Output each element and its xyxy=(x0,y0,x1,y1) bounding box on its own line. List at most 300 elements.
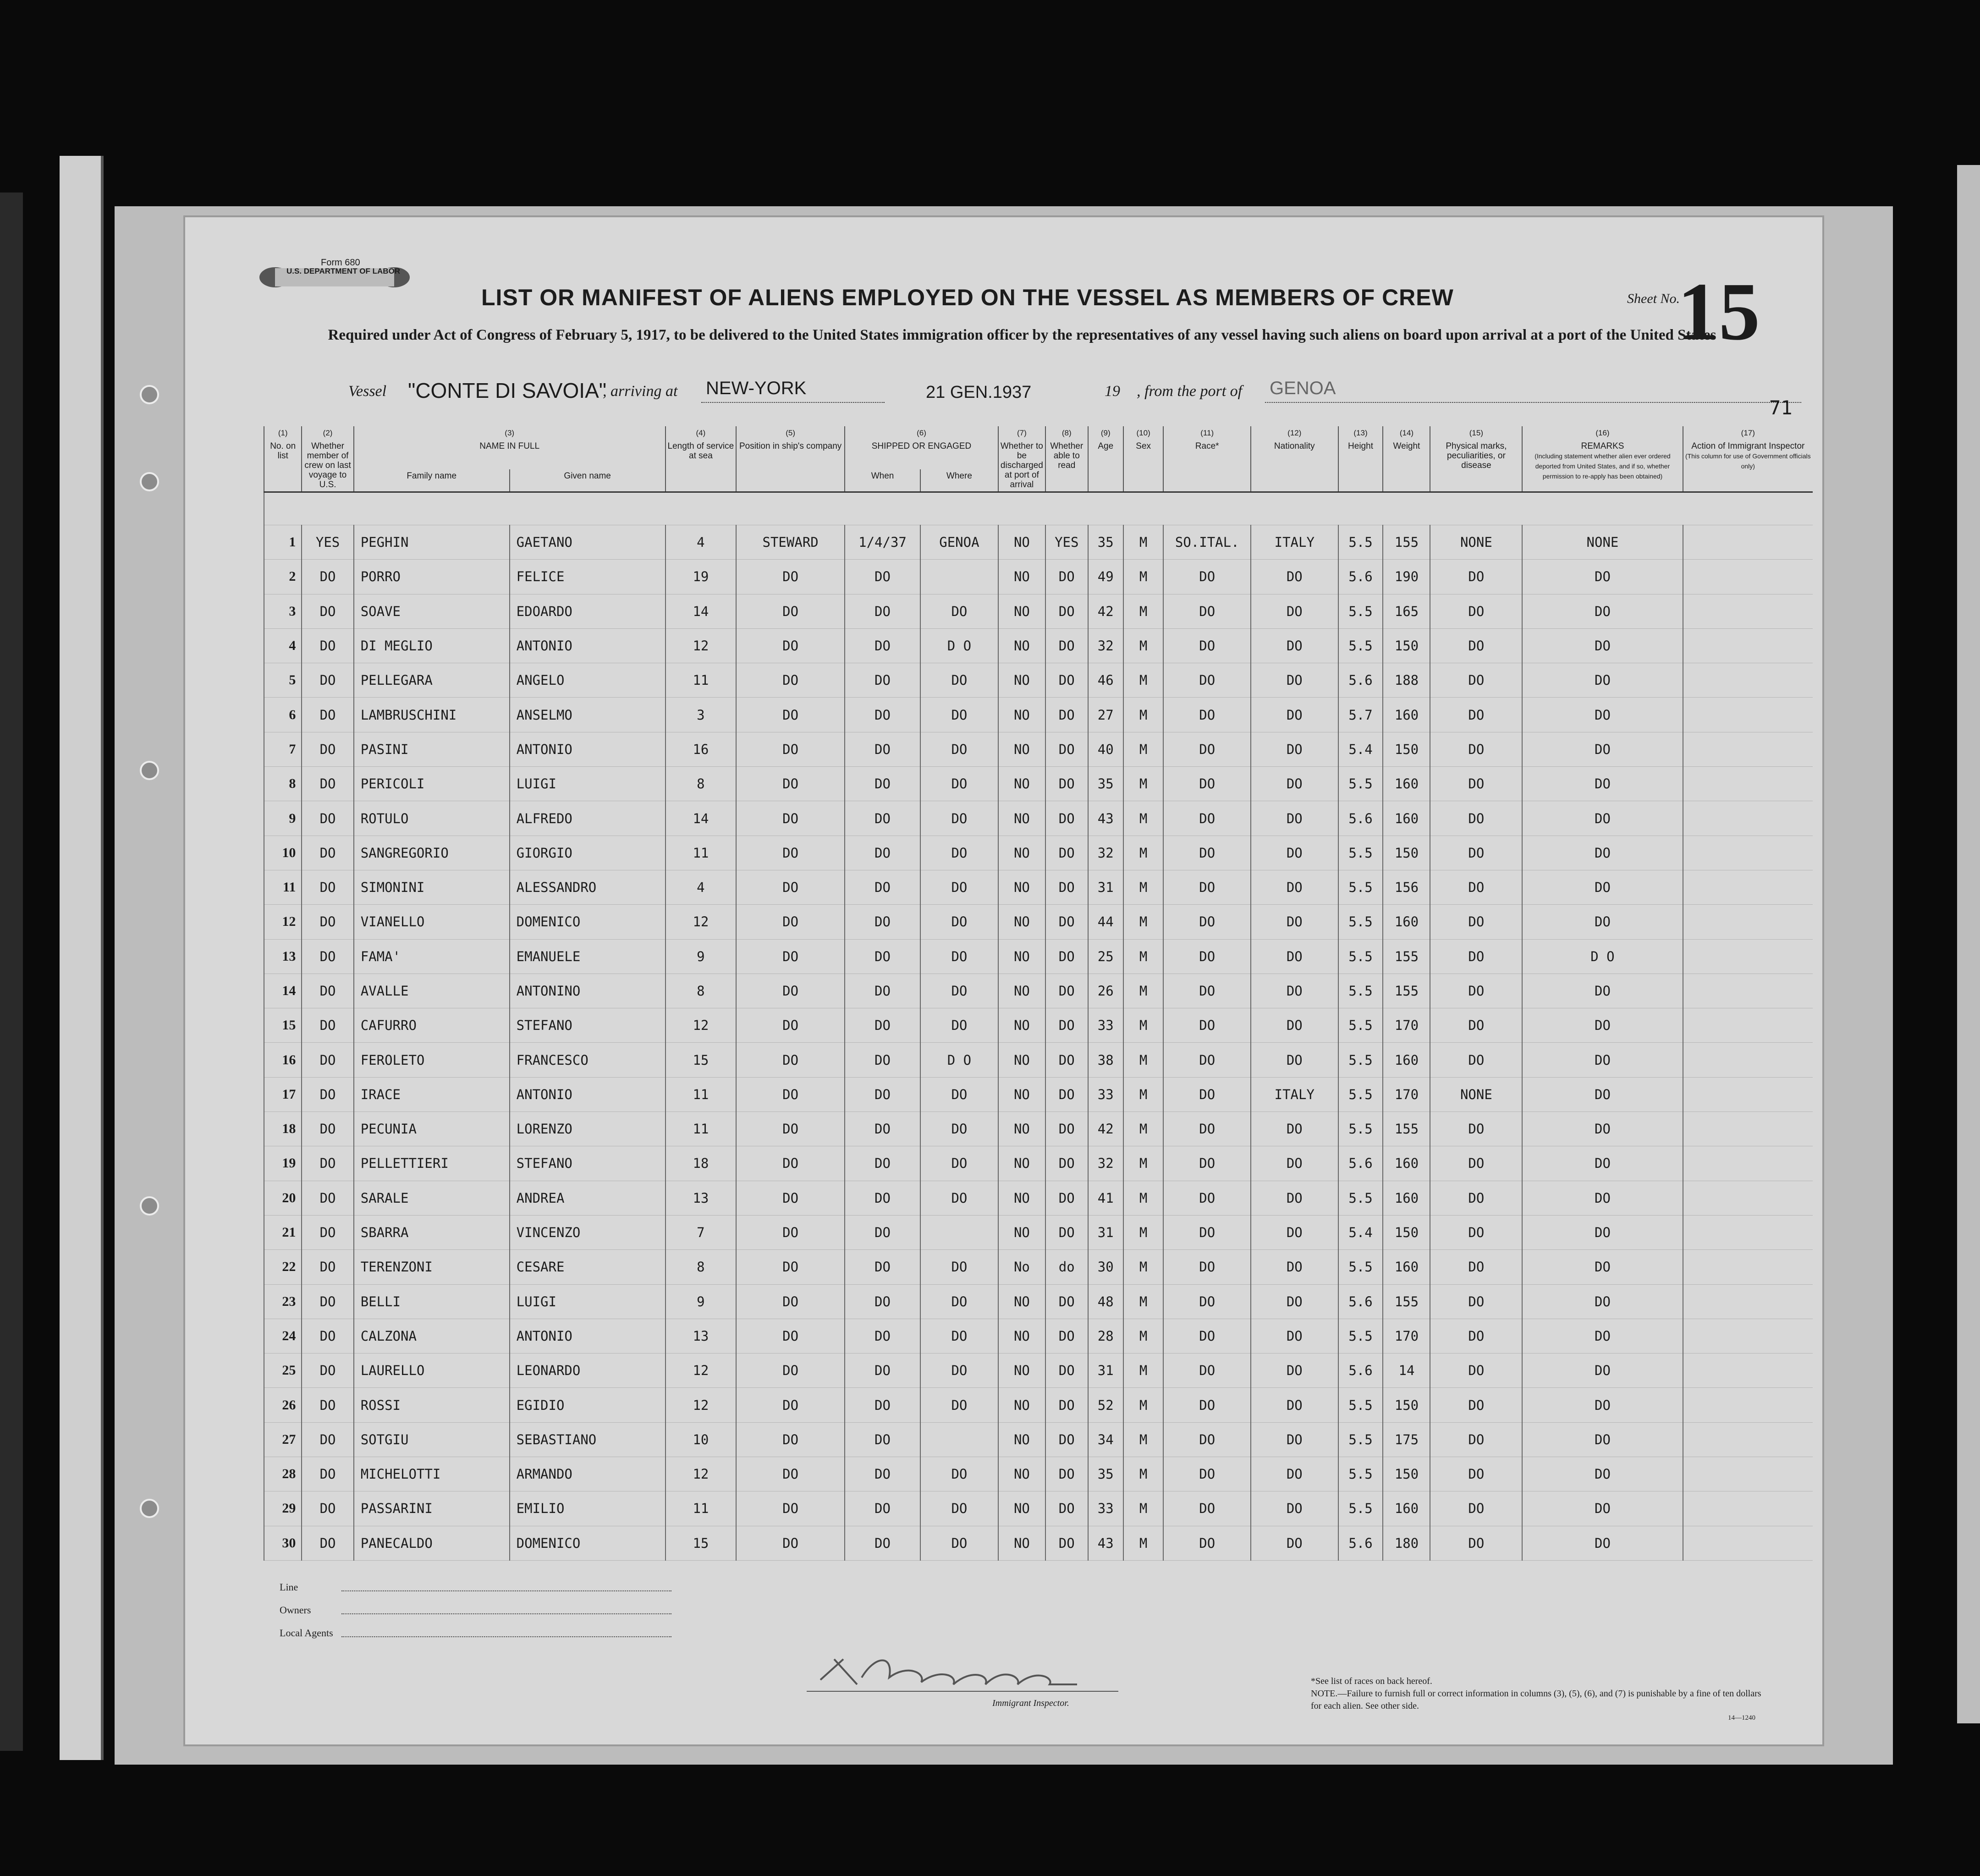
cell-last: DO xyxy=(302,628,353,663)
cell-no: 29 xyxy=(264,1491,302,1526)
cell-when: DO xyxy=(845,1526,920,1560)
cell-where: DO xyxy=(920,1526,998,1560)
cell-no: 25 xyxy=(264,1353,302,1388)
cell-race: DO xyxy=(1163,1284,1251,1319)
cell-no: 22 xyxy=(264,1250,302,1284)
cell-height: 5.6 xyxy=(1338,801,1383,836)
cell-no: 7 xyxy=(264,732,302,766)
cell-race: DO xyxy=(1163,767,1251,801)
cell-sex: M xyxy=(1123,1526,1164,1560)
from-port: GENOA xyxy=(1270,378,1336,398)
cell-marks: DO xyxy=(1430,1284,1522,1319)
cell-discharged: NO xyxy=(998,525,1045,560)
cell-discharged: No xyxy=(998,1250,1045,1284)
cell-last: DO xyxy=(302,939,353,974)
cell-remarks: DO xyxy=(1522,870,1683,904)
cell-where xyxy=(920,1422,998,1457)
cell-remarks: DO xyxy=(1522,905,1683,939)
cell-sex: M xyxy=(1123,1146,1164,1181)
cell-nationality: DO xyxy=(1251,732,1338,766)
cell-last: YES xyxy=(302,525,353,560)
cell-height: 5.5 xyxy=(1338,525,1383,560)
cell-race: DO xyxy=(1163,974,1251,1008)
cell-read: DO xyxy=(1045,1422,1088,1457)
table-row xyxy=(264,836,1813,870)
cell-when: DO xyxy=(845,698,920,732)
table-row xyxy=(264,801,1813,836)
cell-family: PERICOLI xyxy=(354,767,510,801)
cell-inspector-action xyxy=(1683,836,1813,870)
cell-position: DO xyxy=(736,1457,845,1491)
cell-family: DI MEGLIO xyxy=(354,628,510,663)
cell-nationality: DO xyxy=(1251,1215,1338,1249)
cell-last: DO xyxy=(302,1526,353,1560)
cell-read: DO xyxy=(1045,1146,1088,1181)
cell-service: 7 xyxy=(666,1215,737,1249)
binder-spine xyxy=(60,156,104,1760)
cell-no: 28 xyxy=(264,1457,302,1491)
cell-remarks: DO xyxy=(1522,1181,1683,1215)
cell-weight: 170 xyxy=(1383,1077,1430,1111)
cell-sex: M xyxy=(1123,1353,1164,1388)
cell-marks: DO xyxy=(1430,1526,1522,1560)
cell-nationality: DO xyxy=(1251,870,1338,904)
cell-race: DO xyxy=(1163,698,1251,732)
cell-marks: DO xyxy=(1430,1319,1522,1353)
cell-sex: M xyxy=(1123,732,1164,766)
cell-nationality: DO xyxy=(1251,1112,1338,1146)
cell-sex: M xyxy=(1123,905,1164,939)
form-number: Form 680 xyxy=(321,258,360,268)
cell-when: DO xyxy=(845,628,920,663)
cell-inspector-action xyxy=(1683,905,1813,939)
cell-marks: DO xyxy=(1430,870,1522,904)
table-row xyxy=(264,560,1813,594)
cell-age: 32 xyxy=(1088,836,1123,870)
cell-no: 13 xyxy=(264,939,302,974)
cell-age: 35 xyxy=(1088,1457,1123,1491)
cell-position: DO xyxy=(736,698,845,732)
cell-position: DO xyxy=(736,1422,845,1457)
cell-marks: DO xyxy=(1430,1457,1522,1491)
form-code: 14—1240 xyxy=(1728,1714,1755,1722)
cell-where: DO xyxy=(920,974,998,1008)
penalty-note: NOTE.—Failure to furnish full or correct information in columns (3), (5), (6), and (7) is punishable by a fine of ten dollars for each alien. See other side. xyxy=(1311,1689,1761,1711)
cell-family: PASINI xyxy=(354,732,510,766)
subheader-family-name: Family name xyxy=(354,469,510,492)
cell-sex: M xyxy=(1123,974,1164,1008)
cell-age: 28 xyxy=(1088,1319,1123,1353)
cell-height: 5.4 xyxy=(1338,732,1383,766)
cell-position: DO xyxy=(736,870,845,904)
page-count: 71 xyxy=(1769,396,1793,419)
cell-family: PANECALDO xyxy=(354,1526,510,1560)
cell-given: STEFANO xyxy=(510,1008,666,1043)
cell-race: DO xyxy=(1163,1008,1251,1043)
cell-nationality: DO xyxy=(1251,1388,1338,1422)
cell-age: 33 xyxy=(1088,1008,1123,1043)
cell-service: 11 xyxy=(666,1077,737,1111)
table-row xyxy=(264,1250,1813,1284)
cell-service: 19 xyxy=(666,560,737,594)
cell-read: DO xyxy=(1045,663,1088,698)
cell-given: EMILIO xyxy=(510,1491,666,1526)
table-row xyxy=(264,732,1813,766)
cell-marks: DO xyxy=(1430,560,1522,594)
cell-race: DO xyxy=(1163,1181,1251,1215)
cell-family: PECUNIA xyxy=(354,1112,510,1146)
cell-service: 9 xyxy=(666,1284,737,1319)
cell-last: DO xyxy=(302,594,353,628)
cell-nationality: DO xyxy=(1251,698,1338,732)
cell-when: DO xyxy=(845,1388,920,1422)
cell-weight: 150 xyxy=(1383,1388,1430,1422)
cell-height: 5.5 xyxy=(1338,628,1383,663)
cell-age: 32 xyxy=(1088,1146,1123,1181)
col-header-4: (4) Length of service at sea xyxy=(666,426,737,492)
cell-family: BELLI xyxy=(354,1284,510,1319)
cell-inspector-action xyxy=(1683,767,1813,801)
cell-remarks: DO xyxy=(1522,1284,1683,1319)
table-row xyxy=(264,663,1813,698)
cell-marks: DO xyxy=(1430,732,1522,766)
cell-no: 15 xyxy=(264,1008,302,1043)
cell-marks: DO xyxy=(1430,1491,1522,1526)
cell-race: DO xyxy=(1163,1457,1251,1491)
cell-when: DO xyxy=(845,1181,920,1215)
cell-remarks: DO xyxy=(1522,1250,1683,1284)
cell-remarks: DO xyxy=(1522,1146,1683,1181)
cell-last: DO xyxy=(302,1181,353,1215)
cell-discharged: NO xyxy=(998,767,1045,801)
cell-discharged: NO xyxy=(998,1422,1045,1457)
cell-age: 46 xyxy=(1088,663,1123,698)
races-note: *See list of races on back hereof. xyxy=(1311,1676,1432,1686)
cell-family: VIANELLO xyxy=(354,905,510,939)
cell-position: DO xyxy=(736,560,845,594)
cell-age: 26 xyxy=(1088,974,1123,1008)
cell-nationality: DO xyxy=(1251,1181,1338,1215)
cell-family: FEROLETO xyxy=(354,1043,510,1077)
cell-age: 49 xyxy=(1088,560,1123,594)
cell-age: 31 xyxy=(1088,1353,1123,1388)
cell-inspector-action xyxy=(1683,1146,1813,1181)
cell-position: DO xyxy=(736,1284,845,1319)
cell-read: DO xyxy=(1045,1284,1088,1319)
cell-service: 12 xyxy=(666,1353,737,1388)
cell-inspector-action xyxy=(1683,870,1813,904)
cell-race: DO xyxy=(1163,663,1251,698)
cell-given: ALESSANDRO xyxy=(510,870,666,904)
cell-when: DO xyxy=(845,1250,920,1284)
cell-marks: DO xyxy=(1430,698,1522,732)
table-row xyxy=(264,767,1813,801)
cell-no: 8 xyxy=(264,767,302,801)
cell-discharged: NO xyxy=(998,974,1045,1008)
cell-sex: M xyxy=(1123,1388,1164,1422)
cell-sex: M xyxy=(1123,560,1164,594)
cell-discharged: NO xyxy=(998,594,1045,628)
cell-race: DO xyxy=(1163,560,1251,594)
cell-age: 44 xyxy=(1088,905,1123,939)
cell-position: DO xyxy=(736,1112,845,1146)
cell-weight: 150 xyxy=(1383,836,1430,870)
cell-discharged: NO xyxy=(998,905,1045,939)
cell-weight: 155 xyxy=(1383,1284,1430,1319)
cell-marks: DO xyxy=(1430,628,1522,663)
cell-service: 11 xyxy=(666,663,737,698)
cell-discharged: NO xyxy=(998,1457,1045,1491)
cell-sex: M xyxy=(1123,1457,1164,1491)
col-header-5: (5) Position in ship's company xyxy=(736,426,845,492)
cell-position: DO xyxy=(736,1491,845,1526)
cell-given: LEONARDO xyxy=(510,1353,666,1388)
cell-marks: DO xyxy=(1430,1250,1522,1284)
col-header-11: (11) Race* xyxy=(1163,426,1251,492)
cell-weight: 150 xyxy=(1383,628,1430,663)
cell-inspector-action xyxy=(1683,1043,1813,1077)
cell-where: DO xyxy=(920,1491,998,1526)
cell-no: 24 xyxy=(264,1319,302,1353)
cell-last: DO xyxy=(302,663,353,698)
cell-weight: 155 xyxy=(1383,939,1430,974)
column-headers xyxy=(264,426,1813,469)
cell-nationality: DO xyxy=(1251,1457,1338,1491)
table-row xyxy=(264,974,1813,1008)
cell-where: DO xyxy=(920,1008,998,1043)
cell-height: 5.5 xyxy=(1338,1112,1383,1146)
cell-age: 31 xyxy=(1088,1215,1123,1249)
cell-nationality: DO xyxy=(1251,1491,1338,1526)
table-row xyxy=(264,939,1813,974)
cell-nationality: DO xyxy=(1251,594,1338,628)
cell-family: LAMBRUSCHINI xyxy=(354,698,510,732)
cell-inspector-action xyxy=(1683,594,1813,628)
cell-sex: M xyxy=(1123,1250,1164,1284)
cell-age: 31 xyxy=(1088,870,1123,904)
cell-height: 5.5 xyxy=(1338,594,1383,628)
cell-height: 5.5 xyxy=(1338,1181,1383,1215)
cell-remarks: DO xyxy=(1522,836,1683,870)
cell-last: DO xyxy=(302,1215,353,1249)
cell-where: DO xyxy=(920,1112,998,1146)
cell-marks: DO xyxy=(1430,1388,1522,1422)
cell-last: DO xyxy=(302,870,353,904)
cell-weight: 156 xyxy=(1383,870,1430,904)
cell-no: 23 xyxy=(264,1284,302,1319)
cell-position: DO xyxy=(736,1319,845,1353)
cell-height: 5.6 xyxy=(1338,560,1383,594)
table-row xyxy=(264,1008,1813,1043)
table-row xyxy=(264,1319,1813,1353)
cell-nationality: ITALY xyxy=(1251,525,1338,560)
cell-position: DO xyxy=(736,974,845,1008)
cell-given: ARMANDO xyxy=(510,1457,666,1491)
cell-no: 17 xyxy=(264,1077,302,1111)
cell-read: DO xyxy=(1045,1008,1088,1043)
cell-race: DO xyxy=(1163,628,1251,663)
binder-hole xyxy=(140,761,159,780)
cell-service: 12 xyxy=(666,628,737,663)
cell-given: DOMENICO xyxy=(510,1526,666,1560)
cell-age: 41 xyxy=(1088,1181,1123,1215)
cell-sex: M xyxy=(1123,1491,1164,1526)
cell-given: GAETANO xyxy=(510,525,666,560)
cell-height: 5.5 xyxy=(1338,1043,1383,1077)
cell-given: CESARE xyxy=(510,1250,666,1284)
cell-weight: 14 xyxy=(1383,1353,1430,1388)
cell-when: DO xyxy=(845,663,920,698)
cell-height: 5.5 xyxy=(1338,939,1383,974)
cell-service: 15 xyxy=(666,1526,737,1560)
cell-no: 27 xyxy=(264,1422,302,1457)
col-header-13: (13) Height xyxy=(1338,426,1383,492)
cell-given: EGIDIO xyxy=(510,1388,666,1422)
cell-weight: 170 xyxy=(1383,1008,1430,1043)
cell-where: DO xyxy=(920,1284,998,1319)
cell-sex: M xyxy=(1123,1181,1164,1215)
cell-sex: M xyxy=(1123,939,1164,974)
cell-read: YES xyxy=(1045,525,1088,560)
cell-no: 11 xyxy=(264,870,302,904)
cell-race: DO xyxy=(1163,1388,1251,1422)
cell-last: DO xyxy=(302,698,353,732)
cell-service: 14 xyxy=(666,801,737,836)
cell-race: DO xyxy=(1163,1353,1251,1388)
cell-marks: NONE xyxy=(1430,525,1522,560)
cell-last: DO xyxy=(302,1319,353,1353)
cell-discharged: NO xyxy=(998,1181,1045,1215)
cell-last: DO xyxy=(302,767,353,801)
cell-service: 15 xyxy=(666,1043,737,1077)
cell-where: DO xyxy=(920,1146,998,1181)
cell-family: IRACE xyxy=(354,1077,510,1111)
cell-inspector-action xyxy=(1683,732,1813,766)
cell-marks: DO xyxy=(1430,801,1522,836)
sheet-label: Sheet No. xyxy=(1627,291,1680,306)
cell-marks: DO xyxy=(1430,939,1522,974)
subheader-given-name: Given name xyxy=(510,469,666,492)
cell-age: 48 xyxy=(1088,1284,1123,1319)
cell-sex: M xyxy=(1123,525,1164,560)
cell-nationality: DO xyxy=(1251,628,1338,663)
cell-family: PORRO xyxy=(354,560,510,594)
cell-last: DO xyxy=(302,1043,353,1077)
cell-race: DO xyxy=(1163,1422,1251,1457)
department-name: U.S. DEPARTMENT OF LABOR xyxy=(286,267,401,275)
cell-service: 11 xyxy=(666,1491,737,1526)
cell-age: 43 xyxy=(1088,801,1123,836)
cell-position: DO xyxy=(736,836,845,870)
signature-caption: Immigrant Inspector. xyxy=(992,1698,1069,1708)
cell-last: DO xyxy=(302,974,353,1008)
cell-height: 5.6 xyxy=(1338,1284,1383,1319)
cell-age: 42 xyxy=(1088,1112,1123,1146)
cell-discharged: NO xyxy=(998,628,1045,663)
cell-where: DO xyxy=(920,1388,998,1422)
from-label: , from the port of xyxy=(1137,383,1243,400)
cell-service: 11 xyxy=(666,1112,737,1146)
vessel-label: Vessel xyxy=(348,383,387,400)
cell-given: ANGELO xyxy=(510,663,666,698)
cell-given: ANTONIO xyxy=(510,1319,666,1353)
cell-remarks: DO xyxy=(1522,560,1683,594)
cell-no: 9 xyxy=(264,801,302,836)
cell-service: 13 xyxy=(666,1319,737,1353)
cell-given: ANSELMO xyxy=(510,698,666,732)
table-row xyxy=(264,594,1813,628)
cell-weight: 170 xyxy=(1383,1319,1430,1353)
cell-read: DO xyxy=(1045,1181,1088,1215)
cell-last: DO xyxy=(302,1008,353,1043)
cell-when: DO xyxy=(845,1146,920,1181)
arriving-label: , arriving at xyxy=(603,383,678,400)
cell-given: GIORGIO xyxy=(510,836,666,870)
inspector-signature xyxy=(802,1641,1123,1696)
cell-weight: 175 xyxy=(1383,1422,1430,1457)
cell-sex: M xyxy=(1123,1112,1164,1146)
cell-service: 8 xyxy=(666,767,737,801)
cell-discharged: NO xyxy=(998,1008,1045,1043)
cell-remarks: DO xyxy=(1522,1077,1683,1111)
cell-family: SANGREGORIO xyxy=(354,836,510,870)
cell-read: DO xyxy=(1045,836,1088,870)
cell-age: 40 xyxy=(1088,732,1123,766)
cell-read: DO xyxy=(1045,767,1088,801)
table-row xyxy=(264,698,1813,732)
cell-read: DO xyxy=(1045,939,1088,974)
local-agents-label: Local Agents xyxy=(280,1627,333,1639)
col-header-10: (10) Sex xyxy=(1123,426,1164,492)
cell-age: 33 xyxy=(1088,1491,1123,1526)
cell-marks: DO xyxy=(1430,836,1522,870)
cell-when: DO xyxy=(845,1215,920,1249)
cell-when: DO xyxy=(845,560,920,594)
cell-race: DO xyxy=(1163,801,1251,836)
cell-discharged: NO xyxy=(998,1112,1045,1146)
cell-position: DO xyxy=(736,1526,845,1560)
cell-height: 5.5 xyxy=(1338,870,1383,904)
cell-height: 5.5 xyxy=(1338,1250,1383,1284)
cell-sex: M xyxy=(1123,1043,1164,1077)
col-header-2: (2) Whether member of crew on last voyage to U.S. xyxy=(302,426,353,492)
table-row xyxy=(264,1353,1813,1388)
cell-service: 12 xyxy=(666,1008,737,1043)
cell-remarks: DO xyxy=(1522,1388,1683,1422)
cell-service: 18 xyxy=(666,1146,737,1181)
cell-remarks: DO xyxy=(1522,974,1683,1008)
cell-inspector-action xyxy=(1683,1250,1813,1284)
cell-age: 27 xyxy=(1088,698,1123,732)
cell-last: DO xyxy=(302,905,353,939)
cell-family: MICHELOTTI xyxy=(354,1457,510,1491)
cell-service: 9 xyxy=(666,939,737,974)
cell-remarks: DO xyxy=(1522,1491,1683,1526)
table-row xyxy=(264,1181,1813,1215)
cell-nationality: ITALY xyxy=(1251,1077,1338,1111)
cell-age: 30 xyxy=(1088,1250,1123,1284)
cell-weight: 160 xyxy=(1383,905,1430,939)
cell-given: ANTONIO xyxy=(510,732,666,766)
cell-discharged: NO xyxy=(998,836,1045,870)
table-row xyxy=(264,1284,1813,1319)
cell-inspector-action xyxy=(1683,974,1813,1008)
subheader-when: When xyxy=(845,469,920,492)
col-header-16: (16) REMARKS (Including statement whether alien ever ordered deported from United States, and if so, whether permission to re-apply has been obtained) xyxy=(1522,426,1683,492)
cell-nationality: DO xyxy=(1251,1008,1338,1043)
cell-sex: M xyxy=(1123,1422,1164,1457)
cell-read: do xyxy=(1045,1250,1088,1284)
